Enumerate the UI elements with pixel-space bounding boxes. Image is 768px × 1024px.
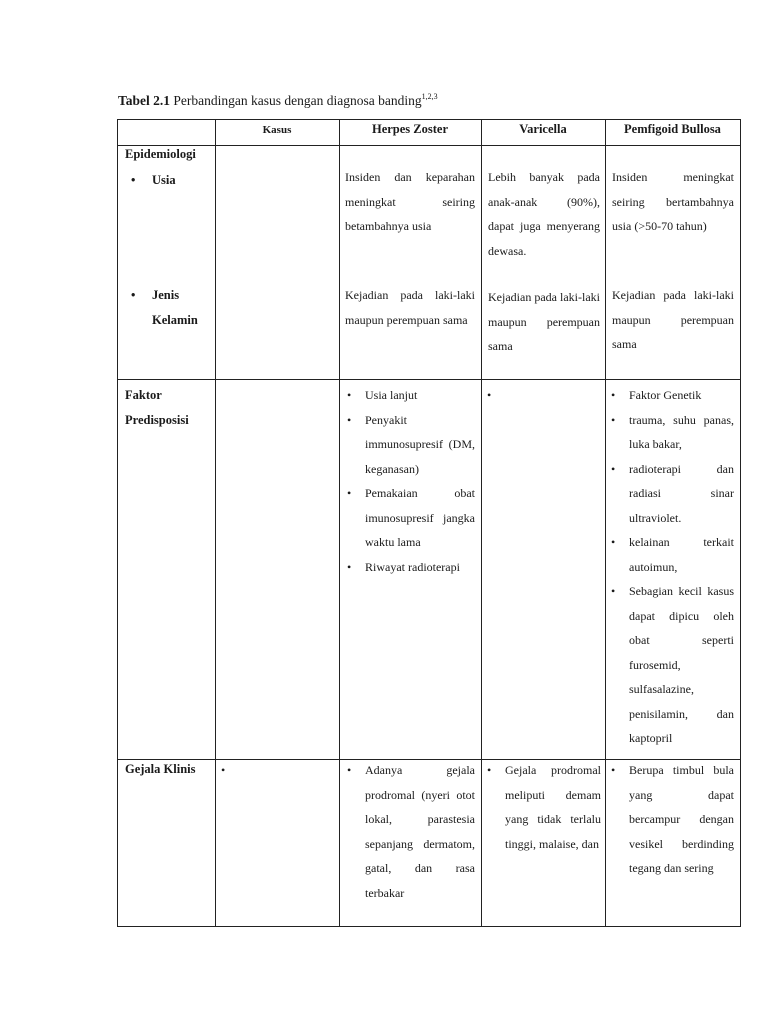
list-gejala-pemfigoid-bullosa xyxy=(607,758,734,881)
list-item xyxy=(607,408,734,457)
list-item-text: Faktor Genetik xyxy=(629,388,702,402)
list-item-text: Pemakaian obat imunosupresif jangka waktu lama xyxy=(365,486,475,549)
list-predisposisi-herpes-zoster xyxy=(343,383,475,579)
caption-refs: 1,2,3 xyxy=(421,92,438,101)
bullet-glyph: • xyxy=(347,763,352,777)
list-item-text: Gejala prodromal meliputi demam yang tidak terlalu tinggi, malaise, dan xyxy=(505,763,601,851)
row-header-faktor-predisposisi-label-1: Faktor xyxy=(125,388,162,402)
header-kasus: Kasus xyxy=(262,124,292,136)
list-gejala-varicella xyxy=(483,758,601,856)
header-herpes-zoster: Herpes Zoster xyxy=(371,122,449,136)
list-item xyxy=(343,408,475,482)
list-item-text: trauma, suhu panas, luka bakar, xyxy=(629,412,734,451)
list-item xyxy=(607,758,734,881)
bullet-glyph: • xyxy=(131,173,136,187)
row-divider xyxy=(117,145,741,146)
caption-label: Tabel 2.1 xyxy=(118,93,171,108)
column-divider xyxy=(605,119,606,927)
header-varicella: Varicella xyxy=(519,122,567,136)
table-border xyxy=(117,119,118,927)
list-item xyxy=(483,758,601,856)
subheader-usia xyxy=(131,168,176,193)
bullet-glyph: • xyxy=(487,763,492,777)
row-header-faktor-predisposisi-label-2: Predisposisi xyxy=(125,412,189,427)
list-predisposisi-pemfigoid-bullosa xyxy=(607,383,734,751)
cell-jenis-kelamin-varicella: Kejadian pada laki-laki maupun perempuan sama xyxy=(488,290,600,353)
bullet-glyph: • xyxy=(347,559,352,574)
list-item xyxy=(607,457,734,531)
bullet-glyph: • xyxy=(611,412,616,427)
bullet-glyph: • xyxy=(611,388,616,402)
comparison-table xyxy=(117,119,741,927)
list-item-text: Berupa timbul bula yang dapat bercampur dengan vesikel berdinding tegang dan sering xyxy=(629,763,734,875)
list-item-text: Usia lanjut xyxy=(365,388,418,402)
row-divider xyxy=(117,379,741,380)
cell-jenis-kelamin-pemfigoid-bullosa: Kejadian pada laki-laki maupun perempuan sama xyxy=(612,288,734,351)
bullet-glyph: • xyxy=(347,388,352,402)
column-divider xyxy=(481,119,482,927)
list-item xyxy=(343,481,475,555)
list-item-text: kelainan terkait autoimun, xyxy=(629,535,734,574)
bullet-glyph: • xyxy=(611,535,616,549)
subheader-jenis-kelamin-label-2: Kelamin xyxy=(152,312,198,327)
row-header-epidemiologi: Epidemiologi xyxy=(125,147,196,161)
list-item-text: radioterapi dan radiasi sinar ultraviolet. xyxy=(629,461,734,525)
bullet-glyph: • xyxy=(611,584,616,598)
bullet-glyph: • xyxy=(611,763,616,777)
bullet-glyph: • xyxy=(131,288,136,302)
list-item xyxy=(607,530,734,579)
list-item xyxy=(607,579,734,751)
column-divider xyxy=(339,119,340,927)
subheader-jenis-kelamin xyxy=(131,283,198,332)
subheader-jenis-kelamin-label-1: Jenis xyxy=(152,288,180,302)
list-item-text: Sebagian kecil kasus dapat dipicu oleh obat seperti furosemid, sulfasalazine, penisilamin, dan kaptopril xyxy=(629,584,734,745)
cell-usia-varicella: Lebih banyak pada anak-anak (90%), dapat juga menyerang dewasa. xyxy=(488,170,600,258)
bullet-glyph: • xyxy=(487,388,492,402)
list-item xyxy=(343,758,475,905)
cell-usia-herpes-zoster: Insiden dan keparahan meningkat seiring betambahnya usia xyxy=(345,170,475,233)
list-item xyxy=(343,555,475,580)
header-pemfigoid-bullosa: Pemfigoid Bullosa xyxy=(624,122,721,136)
subheader-usia-label: Usia xyxy=(152,173,176,187)
bullet-glyph: • xyxy=(347,412,352,427)
list-item-text: Penyakit immunosupresif (DM, keganasan) xyxy=(365,412,475,476)
table-border xyxy=(117,926,741,927)
bullet-glyph: • xyxy=(347,486,352,500)
row-header-faktor-predisposisi xyxy=(125,383,189,432)
table-caption xyxy=(118,92,438,109)
table-border xyxy=(740,119,741,927)
caption-text: Perbandingan kasus dengan diagnosa banding xyxy=(173,93,422,108)
bullet-glyph: • xyxy=(221,763,226,777)
row-header-gejala-klinis: Gejala Klinis xyxy=(125,762,196,776)
column-divider xyxy=(215,119,216,927)
list-item xyxy=(343,383,475,408)
cell-jenis-kelamin-herpes-zoster: Kejadian pada laki-laki maupun perempuan sama xyxy=(345,288,475,327)
list-item-text: Riwayat radioterapi xyxy=(365,559,460,574)
table-border xyxy=(117,119,741,120)
cell-usia-pemfigoid-bullosa: Insiden meningkat seiring bertambahnya usia (>50-70 tahun) xyxy=(612,170,734,233)
list-item xyxy=(607,383,734,408)
list-gejala-herpes-zoster xyxy=(343,758,475,905)
bullet-glyph: • xyxy=(611,461,616,476)
list-item-text: Adanya gejala prodromal (nyeri otot lokal, parastesia sepanjang dermatom, gatal, dan rasa terbakar xyxy=(365,763,475,900)
